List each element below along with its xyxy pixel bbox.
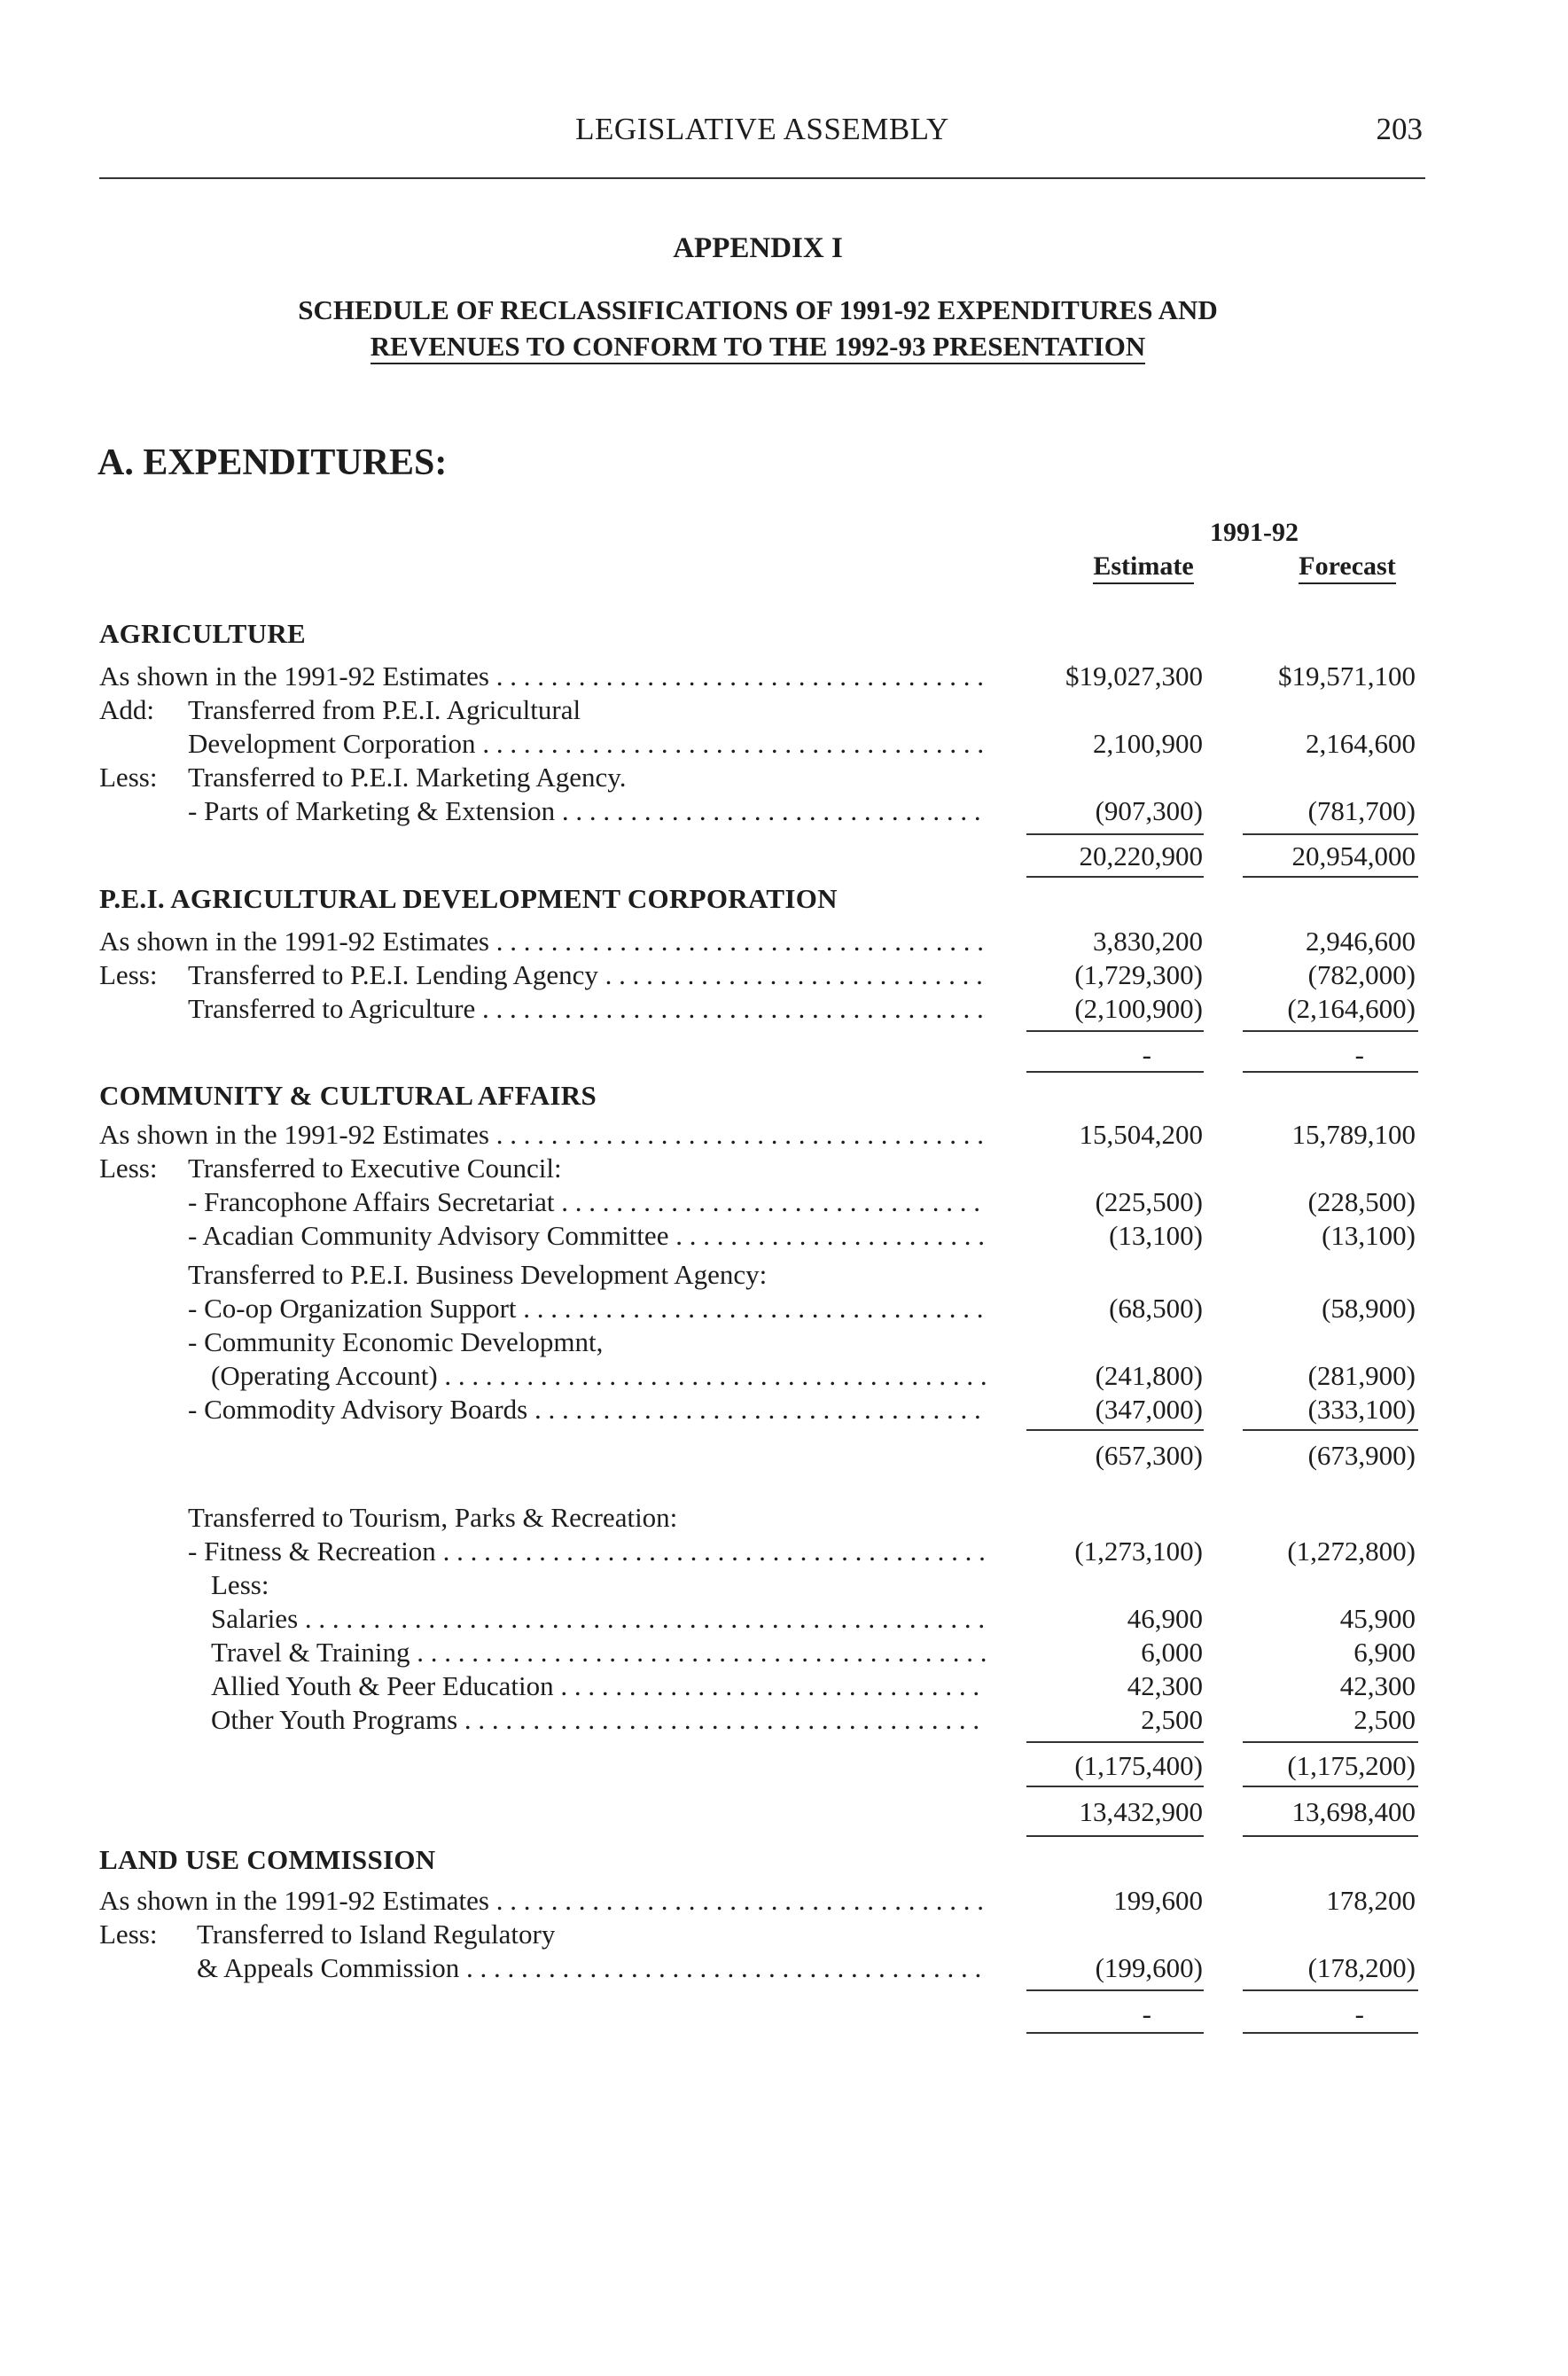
row-label: - Co-op Organization Support . . .: [188, 1293, 986, 1325]
row-label: - Acadian Community Advisory Committee . . .: [188, 1220, 986, 1252]
row-prefix: Less:: [99, 762, 158, 793]
forecast-value: (228,500): [1307, 1186, 1416, 1217]
forecast-total: 13,698,400: [1291, 1796, 1416, 1827]
forecast-value: (281,900): [1307, 1360, 1416, 1391]
forecast-total: -: [1354, 1998, 1364, 2029]
estimate-value: (13,100): [1109, 1220, 1203, 1251]
row-label: & Appeals Commission . . .: [197, 1952, 986, 1984]
row-label: Transferred from P.E.I. Agricultural: [188, 694, 581, 725]
total-rule: [1026, 2032, 1204, 2034]
subtotal-rule: [1026, 1989, 1204, 1991]
page-number: 203: [1376, 112, 1423, 146]
estimate-total: -: [1142, 1039, 1151, 1070]
row-label: Transferred to Executive Council:: [188, 1153, 562, 1184]
forecast-value: (58,900): [1322, 1293, 1416, 1324]
forecast-value: (178,200): [1307, 1952, 1416, 1983]
estimate-value: (907,300): [1095, 795, 1203, 826]
forecast-value: 2,164,600: [1306, 728, 1416, 759]
estimate-value: 3,830,200: [1093, 926, 1203, 957]
table-row: [0, 762, 1568, 797]
schedule-title-line-2: [0, 331, 1516, 363]
table-row: [0, 1502, 1568, 1537]
row-label: (Operating Account) . . .: [211, 1360, 986, 1392]
estimate-value: 15,504,200: [1079, 1119, 1203, 1150]
forecast-value: (781,700): [1307, 795, 1416, 826]
subtotal-rule: [1026, 1429, 1204, 1431]
estimate-value: (2,100,900): [1074, 993, 1203, 1024]
row-label: Travel & Training . . .: [211, 1637, 986, 1669]
row-prefix: Less:: [99, 1153, 158, 1184]
section-heading-community-cultural-affairs: COMMUNITY & CULTURAL AFFAIRS: [99, 1080, 597, 1111]
subtotal-rule: [1243, 1989, 1418, 1991]
row-label: Transferred to P.E.I. Lending Agency . . .: [188, 959, 986, 991]
estimate-value: 2,100,900: [1093, 728, 1203, 759]
total-row: [0, 1796, 1568, 1832]
table-row: [0, 1704, 1568, 1739]
row-prefix: Less:: [99, 959, 158, 990]
schedule-title-line-2-text: REVENUES TO CONFORM TO THE 1992-93 PRESENTATION: [371, 331, 1145, 364]
column-heading-estimate: [1046, 551, 1241, 582]
total-row: [0, 840, 1568, 876]
appendix-title: APPENDIX I: [673, 232, 843, 264]
row-label: - Parts of Marketing & Extension . . .: [188, 795, 986, 827]
forecast-value: (13,100): [1322, 1220, 1416, 1251]
table-row: [0, 1885, 1568, 1920]
forecast-value: (2,164,600): [1287, 993, 1416, 1024]
estimate-total: 20,220,900: [1079, 840, 1203, 871]
forecast-value: $19,571,100: [1278, 660, 1416, 692]
estimate-total: -: [1142, 1998, 1151, 2029]
row-label: Transferred to Agriculture . . .: [188, 993, 986, 1025]
subtotal-rule: [1243, 833, 1418, 835]
forecast-subtotal: (1,175,200): [1287, 1750, 1416, 1781]
subtotal-row: [0, 1440, 1568, 1475]
section-heading-peiadc: P.E.I. AGRICULTURAL DEVELOPMENT CORPORATION: [99, 883, 838, 914]
table-row: [0, 1603, 1568, 1638]
total-rule: [1026, 876, 1204, 878]
estimate-value: 46,900: [1127, 1603, 1203, 1634]
row-label: As shown in the 1991-92 Estimates . . .: [99, 926, 986, 957]
total-rule: [1243, 876, 1418, 878]
row-label: - Commodity Advisory Boards . . .: [188, 1394, 986, 1426]
table-row: [0, 1326, 1568, 1362]
estimate-value: 42,300: [1127, 1670, 1203, 1701]
forecast-value: (333,100): [1307, 1394, 1416, 1425]
row-prefix: Less:: [99, 1919, 158, 1950]
subtotal-row: [0, 1750, 1568, 1786]
row-label: Transferred to P.E.I. Business Development Agency:: [188, 1259, 768, 1290]
subtotal-rule: [1243, 1741, 1418, 1743]
estimate-value: (347,000): [1095, 1394, 1203, 1425]
subtotal-rule: [1243, 1786, 1418, 1787]
table-row: [0, 926, 1568, 961]
estimate-subtotal: (1,175,400): [1074, 1750, 1203, 1781]
row-label: As shown in the 1991-92 Estimates . . .: [99, 1885, 986, 1917]
row-label: Less:: [211, 1569, 269, 1600]
row-label: Other Youth Programs . . .: [211, 1704, 986, 1736]
total-rule: [1026, 1835, 1204, 1837]
row-label: - Community Economic Developmnt,: [188, 1326, 604, 1357]
forecast-total: 20,954,000: [1291, 840, 1416, 871]
subtotal-rule: [1026, 1030, 1204, 1032]
estimate-value: (241,800): [1095, 1360, 1203, 1391]
row-label: - Fitness & Recreation . . .: [188, 1536, 986, 1567]
column-heading-forecast-text: Forecast: [1299, 551, 1395, 584]
row-label: Transferred to Tourism, Parks & Recreation:: [188, 1502, 678, 1533]
subtotal-rule: [1243, 1429, 1418, 1431]
row-prefix: Add:: [99, 694, 154, 725]
table-row: [0, 795, 1568, 831]
row-label: - Francophone Affairs Secretariat . . .: [188, 1186, 986, 1218]
table-row: [0, 1952, 1568, 1988]
section-heading-agriculture: AGRICULTURE: [99, 618, 306, 649]
table-row: [0, 660, 1568, 696]
table-row: [0, 959, 1568, 995]
total-rule: [1243, 2032, 1418, 2034]
header-rule: [99, 177, 1425, 179]
table-row: [0, 1536, 1568, 1571]
estimate-value: (199,600): [1095, 1952, 1203, 1983]
forecast-value: 6,900: [1353, 1637, 1416, 1668]
forecast-total: -: [1354, 1039, 1364, 1070]
schedule-title-line-1: SCHEDULE OF RECLASSIFICATIONS OF 1991-92 EXPENDITURES AND: [298, 294, 1218, 325]
estimate-value: (68,500): [1109, 1293, 1203, 1324]
table-row: [0, 1186, 1568, 1222]
table-row: [0, 1153, 1568, 1188]
row-label: Transferred to P.E.I. Marketing Agency.: [188, 762, 627, 793]
table-row: [0, 1119, 1568, 1154]
table-row: [0, 993, 1568, 1028]
row-label: Development Corporation . . .: [188, 728, 986, 760]
total-rule: [1243, 1835, 1418, 1837]
forecast-subtotal: (673,900): [1307, 1440, 1416, 1471]
section-heading-expenditures: A. EXPENDITURES:: [98, 442, 448, 483]
estimate-value: 199,600: [1113, 1885, 1203, 1916]
estimate-value: 2,500: [1141, 1704, 1203, 1735]
estimate-value: (1,273,100): [1074, 1536, 1203, 1567]
total-row: [0, 1998, 1568, 2034]
table-row: [0, 1360, 1568, 1395]
forecast-value: 15,789,100: [1291, 1119, 1416, 1150]
forecast-value: 42,300: [1339, 1670, 1416, 1701]
total-row: [0, 1039, 1568, 1075]
table-row: [0, 1569, 1568, 1605]
table-row: [0, 1394, 1568, 1429]
section-heading-land-use-commission: LAND USE COMMISSION: [99, 1844, 436, 1875]
table-row: [0, 1293, 1568, 1328]
table-row: [0, 728, 1568, 763]
forecast-value: 2,946,600: [1306, 926, 1416, 957]
total-rule: [1243, 1071, 1418, 1073]
estimate-subtotal: (657,300): [1095, 1440, 1203, 1471]
table-row: [0, 1670, 1568, 1706]
table-row: [0, 1637, 1568, 1672]
row-label: Salaries . . .: [211, 1603, 986, 1635]
estimate-value: 6,000: [1141, 1637, 1203, 1668]
table-row: [0, 694, 1568, 730]
subtotal-rule: [1026, 1786, 1204, 1787]
row-label: As shown in the 1991-92 Estimates . . .: [99, 660, 986, 692]
estimate-value: (225,500): [1095, 1186, 1203, 1217]
forecast-value: 2,500: [1353, 1704, 1416, 1735]
forecast-value: (1,272,800): [1287, 1536, 1416, 1567]
column-year-heading: 1991-92: [1210, 518, 1299, 547]
table-row: [0, 1220, 1568, 1255]
forecast-value: 178,200: [1326, 1885, 1416, 1916]
table-row: [0, 1259, 1568, 1294]
subtotal-rule: [1026, 833, 1204, 835]
forecast-value: (782,000): [1307, 959, 1416, 990]
total-rule: [1026, 1071, 1204, 1073]
estimate-total: 13,432,900: [1079, 1796, 1203, 1827]
row-label: Allied Youth & Peer Education . . .: [211, 1670, 986, 1702]
estimate-value: $19,027,300: [1065, 660, 1203, 692]
column-heading-forecast: [1250, 551, 1445, 582]
forecast-value: 45,900: [1339, 1603, 1416, 1634]
row-label: Transferred to Island Regulatory: [197, 1919, 556, 1950]
table-row: [0, 1919, 1568, 1954]
row-label: As shown in the 1991-92 Estimates . . .: [99, 1119, 986, 1151]
column-heading-estimate-text: Estimate: [1093, 551, 1193, 584]
page-header-title: LEGISLATIVE ASSEMBLY: [575, 112, 949, 146]
subtotal-rule: [1243, 1030, 1418, 1032]
estimate-value: (1,729,300): [1074, 959, 1203, 990]
subtotal-rule: [1026, 1741, 1204, 1743]
